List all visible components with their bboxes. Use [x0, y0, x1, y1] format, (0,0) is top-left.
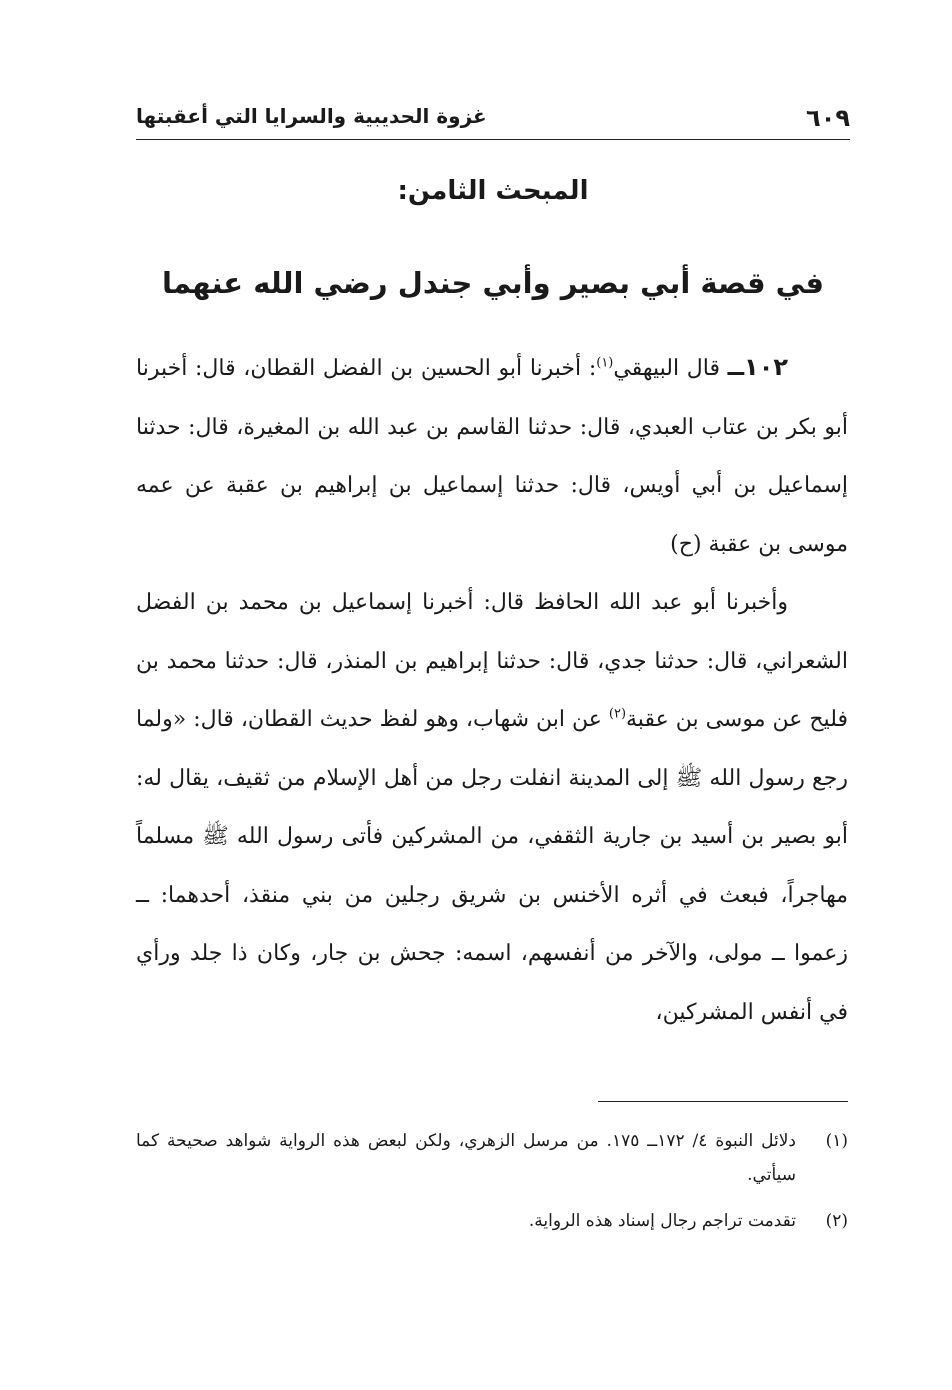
footnote-text: دلائل النبوة ٤/ ١٧٢ــ ١٧٥. من مرسل الزهري، ولكن لبعض هذه الرواية شواهد صحيحة كما سيأتي. [136, 1131, 796, 1185]
header-divider [136, 139, 850, 140]
footnote-item [136, 1124, 848, 1192]
section-title: المبحث الثامن: [397, 176, 589, 206]
footnote-ref-2[interactable]: (٢) [608, 706, 627, 722]
running-header [136, 100, 850, 140]
paragraph-2 [136, 574, 848, 1042]
footnote-text: تقدمت تراجم رجال إسناد هذه الرواية. [528, 1211, 796, 1231]
running-title: غزوة الحديبية والسرايا التي أعقبتها [136, 104, 487, 128]
page-number: ٦٠٩ [806, 104, 850, 132]
paragraph-1 [136, 338, 848, 574]
main-text [136, 338, 848, 1042]
footnote-number: (٢) [825, 1211, 848, 1231]
paragraph-2-start: وأخبرنا أبو عبد الله الحافظ قال: أخبرنا إسماعيل بن محمد بن الفضل الشعراني، قال: حدثنا جدي، قال: حدثنا إبراهيم بن المنذر، قال: حدثنا محمد بن فليح عن موسى بن عقبة [136, 590, 848, 732]
paragraph-1-text: : أخبرنا أبو الحسين بن الفضل القطان، قال: أخبرنا أبو بكر بن عتاب العبدي، قال: حدثنا القاسم بن عبد الله بن المغيرة، قال: حدثنا إسماعيل بن أبي أويس، قال: حدثنا إسماعيل بن إبراهيم بن عقبة عن عمه موسى بن عقبة (ح) [136, 356, 848, 557]
paragraph-1-lead: قال البيهقي [613, 356, 728, 381]
paragraph-2-text: عن ابن شهاب، وهو لفظ حديث القطان، قال: «ولما رجع رسول الله ﷺ إلى المدينة انفلت رجل من أهل الإسلام من ثقيف، يقال له: أبو بصير بن أسيد بن جارية الثقفي، من المشركين فأتى رسول الله ﷺ مسلماً مهاجراً، فبعث في أثره الأخنس بن شريق رجلين من بني منقذ، أحدهما: ــ زعموا ــ مولى، والآخر من أنفسهم، اسمه: جحش بن جار، وكان ذا جلد ورأي في أنفس المشركين، [136, 707, 848, 1025]
footnote-item [136, 1204, 848, 1238]
footnote-divider [598, 1101, 848, 1102]
footnote-ref-1[interactable]: (١) [596, 355, 614, 371]
hadith-number: ١٠٢ــ [727, 353, 788, 381]
section-subtitle: في قصة أبي بصير وأبي جندل رضي الله عنهما [161, 266, 825, 300]
footnote-number: (١) [825, 1131, 848, 1151]
footnotes [136, 1124, 848, 1250]
